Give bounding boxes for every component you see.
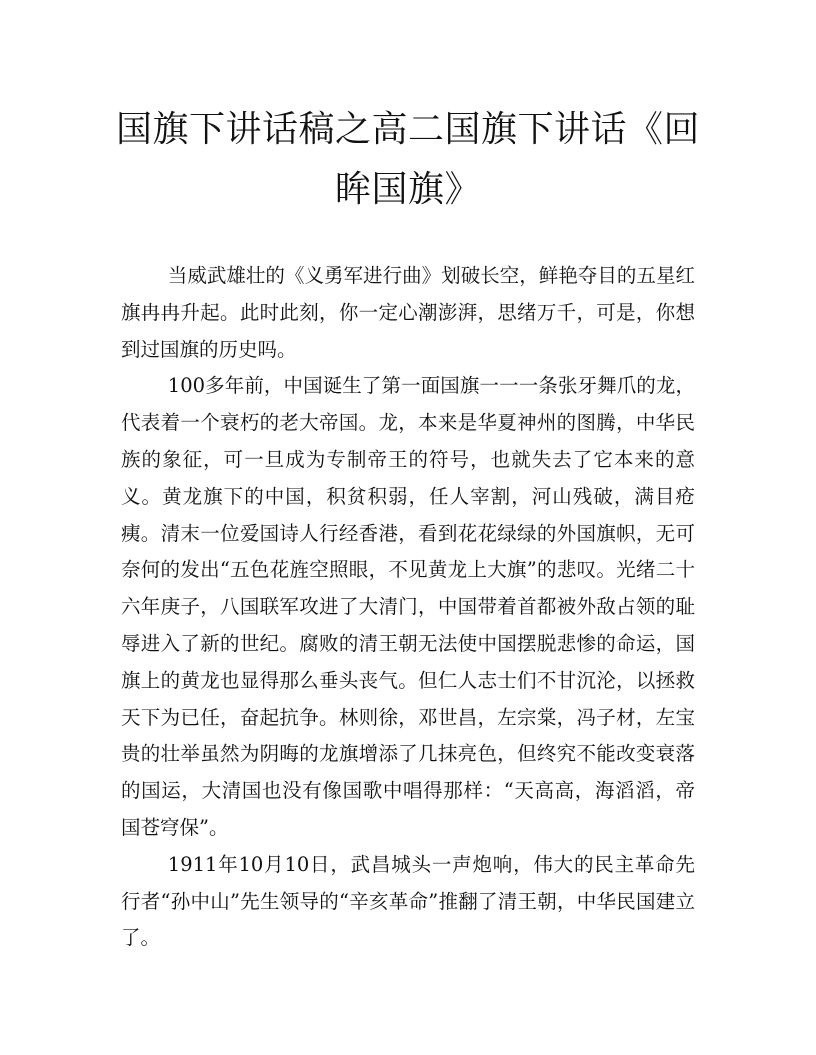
document-body [121, 258, 695, 957]
paragraph-3: 1911年10月10日，武昌城头一声炮响，伟大的民主革命先行者“孙中山”先生领导的“辛亥革命”推翻了清王朝，中华民国建立了。 [121, 852, 695, 950]
document-title: 国旗下讲话稿之高二国旗下讲话《回眸国旗》 [115, 109, 700, 210]
paragraph-1: 当威武雄壮的《义勇军进行曲》划破长空，鲜艳夺目的五星红旗冉冉升起。此时此刻，你一定心潮澎湃，思绪万千，可是，你想到过国旗的历史吗。 [121, 264, 695, 361]
paragraph-2: 100多年前，中国诞生了第一面国旗一一一条张牙舞爪的龙，代表着一个衰朽的老大帝国。龙，本来是华夏神州的图腾，中华民族的象征，可一旦成为专制帝王的符号，也就失去了它本来的意义。黄龙旗下的中国，积贫积弱，任人宰割，河山残破，满目疮痍。清末一位爱国诗人行经香港，看到花花绿绿的外国旗帜，无可奈何的发出“五色花旌空照眼，不见黄龙上大旗”的悲叹。光绪二十六年庚子，八国联军攻进了大清门，中国带着首都被外敌占领的耻辱进入了新的世纪。腐败的清王朝无法使中国摆脱悲惨的命运，国旗上的黄龙也显得那么垂头丧气。但仁人志士们不甘沉沦，以拯救天下为已任，奋起抗争。林则徐，邓世昌，左宗棠，冯子材，左宝贵的壮举虽然为阴晦的龙旗增添了几抹亮色，但终究不能改变衰落的国运，大清国也没有像国歌中唱得那样：“天高高，海滔滔，帝国苍穹保”。 [121, 374, 695, 839]
